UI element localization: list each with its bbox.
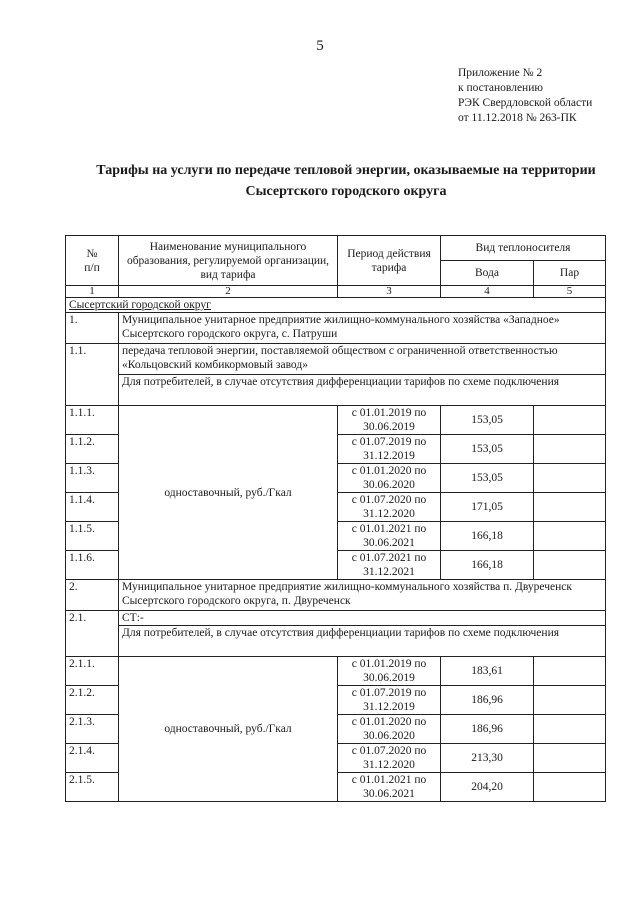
row-num: 1.1.6. <box>66 551 119 580</box>
row-steam <box>534 435 606 464</box>
col-number: 4 <box>441 286 534 298</box>
row-num: 1.1.5. <box>66 522 119 551</box>
row-num: 2.1.3. <box>66 715 119 744</box>
service-num: 2.1. <box>66 611 119 657</box>
row-steam <box>534 406 606 435</box>
service-row <box>66 611 606 626</box>
district-name: Сысертский городской округ <box>66 298 606 313</box>
row-num: 2.1.1. <box>66 657 119 686</box>
org-name: Муниципальное унитарное предприятие жилищно-коммунального хозяйства п. Двуреченск Сысертского городского округа, п. Двуреченск <box>119 580 606 611</box>
row-steam <box>534 744 606 773</box>
header-carrier: Вид теплоносителя <box>441 236 606 261</box>
org-name: Муниципальное унитарное предприятие жилищно-коммунального хозяйства «Западное» Сысертского городского округа, с. Патруши <box>119 313 606 344</box>
title-line-2: Сысертского городского округа <box>245 184 447 199</box>
row-period: с 01.01.2021 по 30.06.2021 <box>338 522 441 551</box>
row-num: 2.1.4. <box>66 744 119 773</box>
row-steam <box>534 464 606 493</box>
tariffs-table <box>65 235 606 802</box>
service-name: СТ:- <box>119 611 606 626</box>
service-num: 1.1. <box>66 344 119 406</box>
row-steam <box>534 551 606 580</box>
row-num: 1.1.1. <box>66 406 119 435</box>
consumer-note: Для потребителей, в случае отсутствия дифференциации тарифов по схеме подключения <box>119 375 606 406</box>
row-num: 1.1.4. <box>66 493 119 522</box>
col-number: 2 <box>119 286 338 298</box>
appendix-line: от 11.12.2018 № 263-ПК <box>458 112 577 124</box>
appendix-line: к постановлению <box>458 82 543 94</box>
tariff-kind: одноставочный, руб./Гкал <box>119 657 338 802</box>
title-line-1: Тарифы на услуги по передаче тепловой энергии, оказываемые на территории <box>96 163 596 178</box>
row-num: 2.1.5. <box>66 773 119 802</box>
row-water: 213,30 <box>441 744 534 773</box>
col-number: 3 <box>338 286 441 298</box>
district-row <box>66 298 606 313</box>
page-number: 5 <box>316 38 324 54</box>
row-water: 171,05 <box>441 493 534 522</box>
note-row <box>66 626 606 657</box>
row-steam <box>534 773 606 802</box>
row-period: с 01.07.2020 по 31.12.2020 <box>338 493 441 522</box>
row-steam <box>534 686 606 715</box>
row-water: 153,05 <box>441 435 534 464</box>
row-water: 166,18 <box>441 551 534 580</box>
col-number: 1 <box>66 286 119 298</box>
row-num: 2.1.2. <box>66 686 119 715</box>
row-period: с 01.01.2020 по 30.06.2020 <box>338 464 441 493</box>
row-period: с 01.01.2019 по 30.06.2019 <box>338 406 441 435</box>
org-num: 1. <box>66 313 119 344</box>
row-water: 186,96 <box>441 715 534 744</box>
appendix-block <box>458 66 592 126</box>
service-name: передача тепловой энергии, поставляемой обществом с ограниченной ответственностью «Кольцовский комбикормовый завод» <box>119 344 606 375</box>
row-water: 153,05 <box>441 464 534 493</box>
appendix-line: РЭК Свердловской области <box>458 97 593 109</box>
row-period: с 01.07.2019 по 31.12.2019 <box>338 686 441 715</box>
row-period: с 01.01.2019 по 30.06.2019 <box>338 657 441 686</box>
row-period: с 01.07.2019 по 31.12.2019 <box>338 435 441 464</box>
header-water: Вода <box>441 261 534 286</box>
tariff-kind: одноставочный, руб./Гкал <box>119 406 338 580</box>
row-period: с 01.07.2021 по 31.12.2021 <box>338 551 441 580</box>
row-steam <box>534 522 606 551</box>
col-number: 5 <box>534 286 606 298</box>
consumer-note: Для потребителей, в случае отсутствия дифференциации тарифов по схеме подключения <box>119 626 606 657</box>
column-numbers-row <box>66 286 606 298</box>
header-name: Наименование муниципального образования, регулируемой организации, вид тарифа <box>119 236 338 286</box>
header-period: Период действия тарифа <box>338 236 441 286</box>
header-steam: Пар <box>534 261 606 286</box>
table-row <box>66 406 606 435</box>
org-row <box>66 580 606 611</box>
row-steam <box>534 715 606 744</box>
org-num: 2. <box>66 580 119 611</box>
row-steam <box>534 657 606 686</box>
service-row <box>66 344 606 375</box>
row-water: 204,20 <box>441 773 534 802</box>
note-row <box>66 375 606 406</box>
appendix-line: Приложение № 2 <box>458 67 543 79</box>
row-steam <box>534 493 606 522</box>
row-period: с 01.01.2021 по 30.06.2021 <box>338 773 441 802</box>
row-water: 186,96 <box>441 686 534 715</box>
row-water: 153,05 <box>441 406 534 435</box>
org-row <box>66 313 606 344</box>
row-water: 166,18 <box>441 522 534 551</box>
row-water: 183,61 <box>441 657 534 686</box>
table-row <box>66 657 606 686</box>
row-period: с 01.07.2020 по 31.12.2020 <box>338 744 441 773</box>
row-period: с 01.01.2020 по 30.06.2020 <box>338 715 441 744</box>
row-num: 1.1.3. <box>66 464 119 493</box>
header-num: № п/п <box>66 236 119 286</box>
row-num: 1.1.2. <box>66 435 119 464</box>
document-title <box>60 160 632 202</box>
